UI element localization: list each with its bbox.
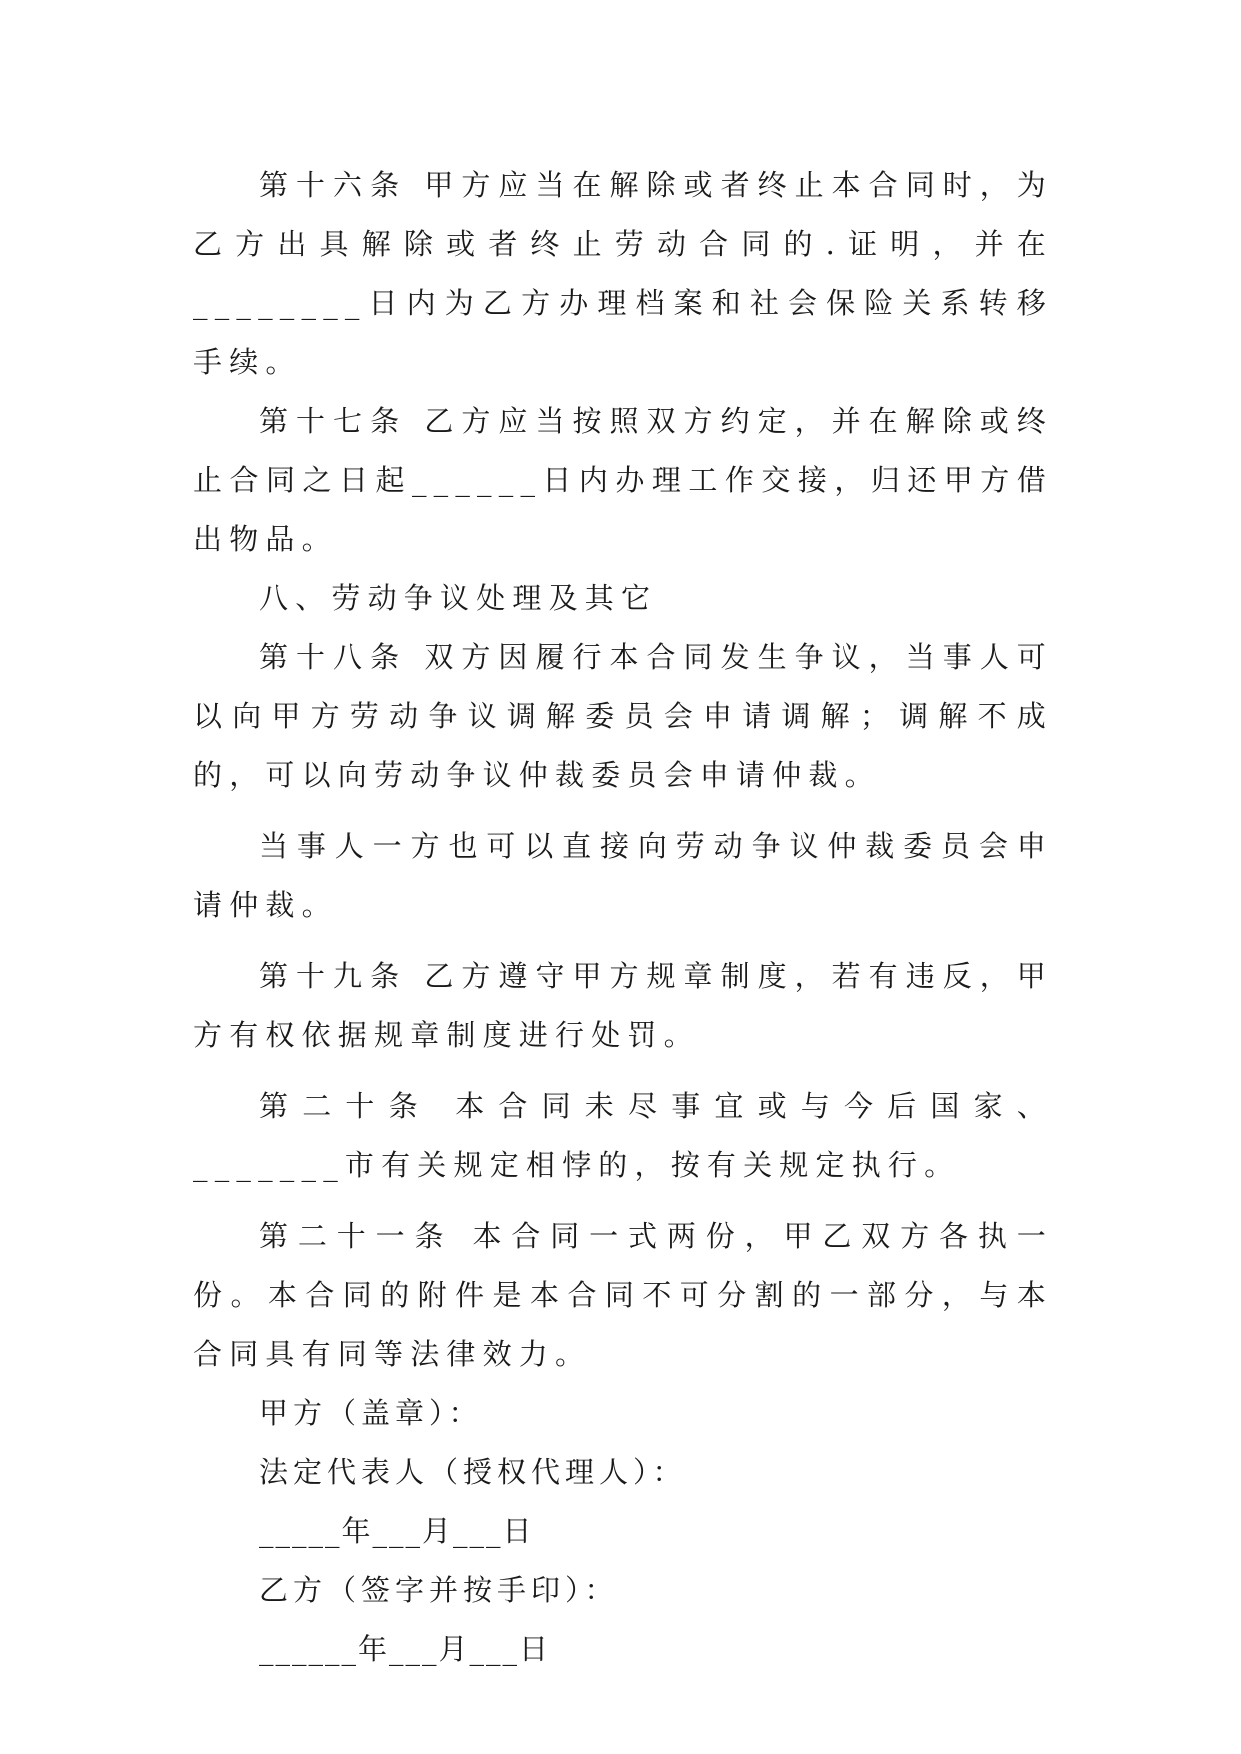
- party-b-date: ______年___月___日: [259, 1632, 551, 1666]
- article-18: 第十八条 双方因履行本合同发生争议，当事人可以向甲方劳动争议调解委员会申请调解；调解不成的，可以向劳动争议仲裁委员会申请仲裁。: [193, 640, 1053, 792]
- party-b-signature: 乙方（签字并按手印）：: [259, 1573, 619, 1607]
- article-20: 第二十条 本合同未尽事宜或与今后国家、_______市有关规定相悖的，按有关规定执行。: [193, 1089, 1053, 1182]
- section-heading: 八、劳动争议处理及其它: [259, 581, 658, 615]
- document-page: [193, 156, 1053, 1679]
- article-17: 第十七条 乙方应当按照双方约定，并在解除或终止合同之日起______日内办理工作交接，归还甲方借出物品。: [193, 404, 1053, 556]
- article-21: 第二十一条 本合同一式两份，甲乙双方各执一份。本合同的附件是本合同不可分割的一部分，与本合同具有同等法律效力。: [193, 1219, 1053, 1371]
- party-a-seal: 甲方（盖章）：: [259, 1396, 483, 1430]
- article-16: 第十六条 甲方应当在解除或者终止本合同时，为乙方出具解除或者终止劳动合同的.证明，并在________日内为乙方办理档案和社会保险关系转移手续。: [193, 168, 1053, 379]
- signature-block: [193, 1384, 1053, 1679]
- article-19: 第十九条 乙方遵守甲方规章制度，若有违反，甲方有权依据规章制度进行处罚。: [193, 959, 1053, 1052]
- legal-representative: 法定代表人（授权代理人）：: [259, 1455, 687, 1489]
- party-a-date: _____年___月___日: [259, 1514, 534, 1548]
- article-18-supplement: 当事人一方也可以直接向劳动争议仲裁委员会申请仲裁。: [193, 829, 1053, 922]
